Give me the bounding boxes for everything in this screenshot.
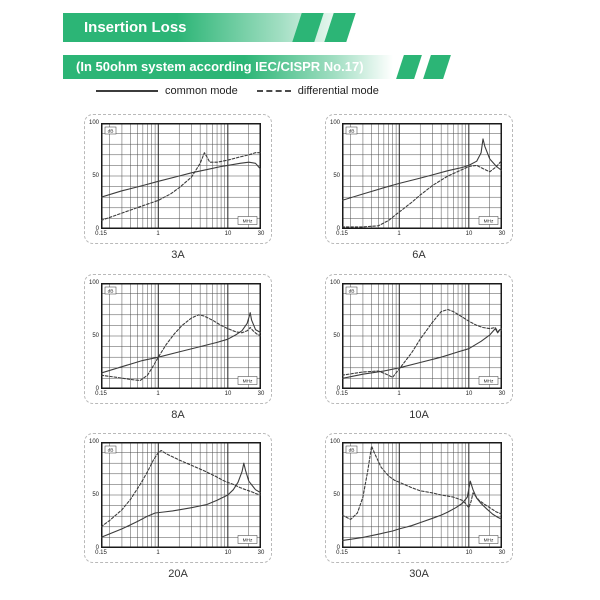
chart-block [84,433,272,580]
common-mode-curve [101,313,261,373]
x-unit-label: MHz [242,379,253,385]
chart-title: 8A [171,409,185,421]
chart-frame [84,114,272,244]
x-tick-0: 0.15 [95,391,107,397]
y-tick-top: 100 [329,439,340,445]
x-tick-1: 1 [156,391,160,397]
plot-area [101,283,261,389]
y-tick-mid: 50 [92,333,99,339]
y-tick-top: 100 [88,439,99,445]
plot-area [342,283,502,389]
common-mode-label: common mode [165,85,238,97]
common-mode-curve [101,162,261,197]
common-mode-curve [101,463,261,537]
x-unit-label: MHz [483,538,494,544]
x-tick-0: 0.15 [336,550,348,556]
chart-frame [325,433,513,563]
page-subtitle: (In 50ohm system according IEC/CISPR No.17) [76,59,364,74]
y-unit-label: dB [107,448,114,454]
plot-area [342,442,502,548]
x-tick-1: 1 [397,391,401,397]
plot-wrap [326,115,512,243]
chart-title: 6A [412,249,426,261]
chart-block [325,114,513,261]
x-tick-1: 1 [397,231,401,237]
y-tick-top: 100 [88,120,99,126]
differential-mode-curve [101,451,261,527]
y-tick-mid: 50 [333,333,340,339]
common-mode-curve [342,481,502,540]
y-tick-mid: 50 [92,492,99,498]
chart-block [84,274,272,421]
x-tick-2: 10 [224,231,232,237]
chart-title: 3A [171,249,185,261]
x-tick-3: 30 [257,231,265,237]
common-mode-curve [342,139,502,201]
y-tick-top: 100 [88,280,99,286]
x-tick-0: 0.15 [336,231,348,237]
x-tick-1: 1 [156,550,160,556]
x-tick-2: 10 [465,391,473,397]
plot-wrap [85,434,271,562]
x-unit-label: MHz [242,538,253,544]
chart-block [84,114,272,261]
chart-frame [325,114,513,244]
chart-title: 10A [409,409,429,421]
banner-slash-icon [396,55,422,79]
plot-wrap [326,434,512,562]
plot-area [101,123,261,229]
x-unit-label: MHz [483,219,494,225]
x-tick-2: 10 [465,231,473,237]
y-tick-bottom: 0 [336,226,340,232]
plot-wrap [85,275,271,403]
differential-mode-curve [342,446,502,519]
banner-slash-icon [423,55,451,79]
y-tick-top: 100 [329,280,340,286]
y-tick-bottom: 0 [336,386,340,392]
y-tick-mid: 50 [333,173,340,179]
x-unit-label: MHz [242,219,253,225]
chart-frame [84,274,272,404]
x-tick-0: 0.15 [95,231,107,237]
differential-mode-line-sample [257,90,291,92]
x-tick-2: 10 [224,391,232,397]
x-tick-3: 30 [257,391,265,397]
chart-title: 30A [409,568,429,580]
y-unit-label: dB [348,129,355,135]
y-tick-bottom: 0 [95,545,99,551]
x-tick-2: 10 [224,550,232,556]
y-tick-mid: 50 [333,492,340,498]
y-tick-top: 100 [329,120,340,126]
x-tick-0: 0.15 [336,391,348,397]
plot-area [342,123,502,229]
differential-mode-curve [101,315,261,381]
legend [96,84,379,98]
x-tick-2: 10 [465,550,473,556]
y-unit-label: dB [348,448,355,454]
y-tick-bottom: 0 [95,386,99,392]
y-unit-label: dB [107,129,114,135]
x-tick-3: 30 [257,550,265,556]
x-tick-3: 30 [498,550,506,556]
plot-wrap [326,275,512,403]
x-tick-3: 30 [498,391,506,397]
x-tick-0: 0.15 [95,550,107,556]
chart-block [325,274,513,421]
y-unit-label: dB [107,289,114,295]
x-unit-label: MHz [483,379,494,385]
y-tick-mid: 50 [92,173,99,179]
differential-mode-label: differential mode [297,85,379,97]
y-tick-bottom: 0 [95,226,99,232]
plot-wrap [85,115,271,243]
x-tick-1: 1 [397,550,401,556]
chart-title: 20A [168,568,188,580]
plot-area [101,442,261,548]
chart-frame [84,433,272,563]
y-unit-label: dB [348,289,355,295]
x-tick-3: 30 [498,231,506,237]
chart-frame [325,274,513,404]
subtitle-banner [63,55,393,79]
y-tick-bottom: 0 [336,545,340,551]
chart-block [325,433,513,580]
page-title: Insertion Loss [84,19,187,36]
common-mode-line-sample [96,90,158,92]
x-tick-1: 1 [156,231,160,237]
